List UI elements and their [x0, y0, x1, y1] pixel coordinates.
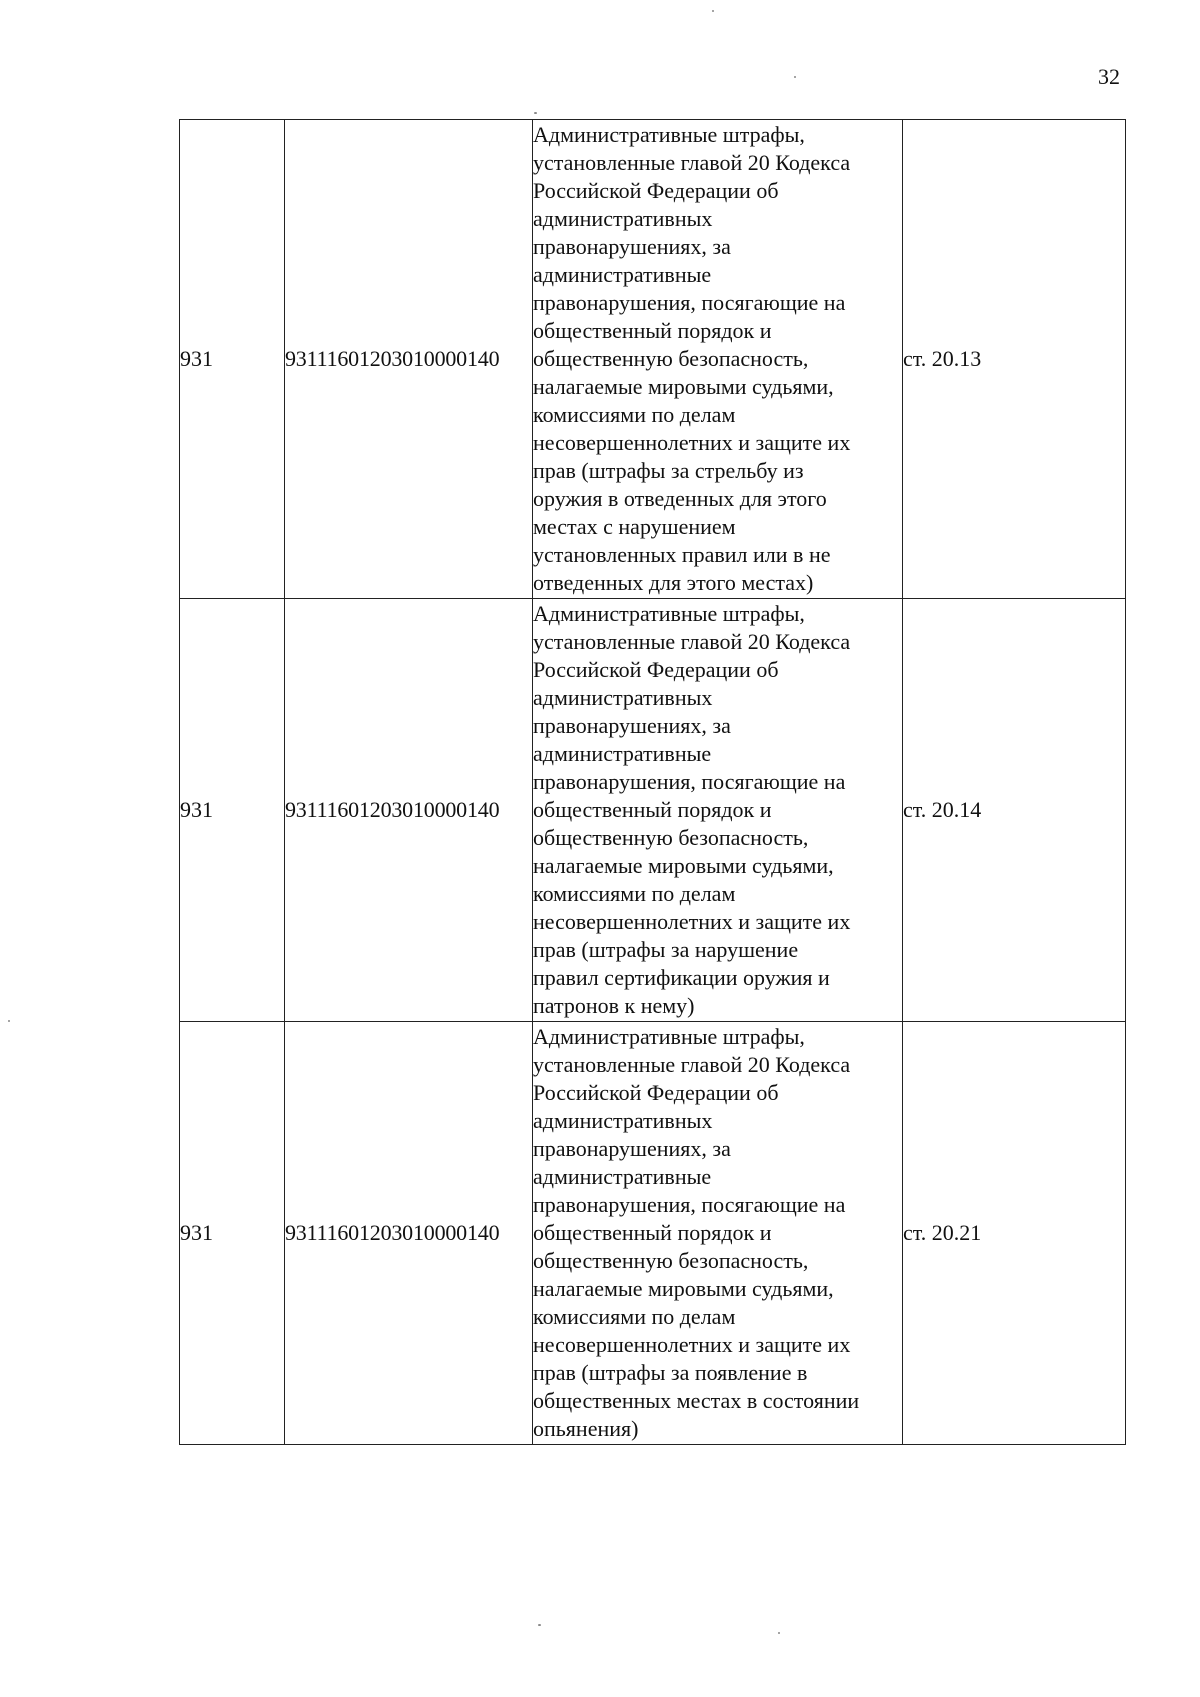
description-line: административных [533, 1108, 713, 1133]
description-cell [533, 120, 903, 599]
description-line: административных [533, 206, 713, 231]
description-line: общественную безопасность, [533, 825, 809, 850]
description-line: прав (штрафы за появление в [533, 1360, 808, 1385]
description-line: установленные главой 20 Кодекса [533, 150, 851, 175]
table-row [180, 120, 1126, 599]
article-cell: ст. 20.21 [903, 1022, 1126, 1445]
description-line: Российской Федерации об [533, 178, 779, 203]
admin-code-cell: 931 [180, 120, 285, 599]
admin-code-cell: 931 [180, 599, 285, 1022]
description-line: местах с нарушением [533, 514, 736, 539]
description-line: правонарушения, посягающие на [533, 1192, 846, 1217]
description-line: патронов к нему) [533, 993, 695, 1018]
description-line: несовершеннолетних и защите их [533, 1332, 851, 1357]
description-line: налагаемые мировыми судьями, [533, 374, 834, 399]
scan-speck [778, 1632, 780, 1634]
description-line: Административные штрафы, [533, 601, 805, 626]
description-line: налагаемые мировыми судьями, [533, 1276, 834, 1301]
scan-speck [8, 1020, 10, 1022]
scan-speck [794, 76, 796, 78]
description-line: установленных правил или в не [533, 542, 831, 567]
description-line: правонарушениях, за [533, 234, 731, 259]
description-line: правонарушениях, за [533, 713, 731, 738]
description-line: Российской Федерации об [533, 1080, 779, 1105]
description-line: несовершеннолетних и защите их [533, 430, 851, 455]
table-row [180, 599, 1126, 1022]
description-line: комиссиями по делам [533, 1304, 736, 1329]
description-line: Административные штрафы, [533, 1024, 805, 1049]
description-line: прав (штрафы за нарушение [533, 937, 799, 962]
description-line: общественных местах в состоянии [533, 1388, 860, 1413]
description-line: общественный порядок и [533, 1220, 772, 1245]
admin-code-cell: 931 [180, 1022, 285, 1445]
description-cell [533, 1022, 903, 1445]
description-line: прав (штрафы за стрельбу из [533, 458, 804, 483]
scan-speck [712, 10, 714, 12]
description-line: установленные главой 20 Кодекса [533, 629, 851, 654]
page-number: 32 [1098, 64, 1120, 89]
description-line: общественную безопасность, [533, 346, 809, 371]
description-line: общественную безопасность, [533, 1248, 809, 1273]
article-cell: ст. 20.13 [903, 120, 1126, 599]
description-line: комиссиями по делам [533, 881, 736, 906]
description-line: налагаемые мировыми судьями, [533, 853, 834, 878]
description-line: общественный порядок и [533, 318, 772, 343]
description-line: оружия в отведенных для этого [533, 486, 827, 511]
description-line: общественный порядок и [533, 797, 772, 822]
kbk-code-cell: 93111601203010000140 [285, 1022, 533, 1445]
description-line: административные [533, 741, 712, 766]
description-line: правонарушениях, за [533, 1136, 731, 1161]
description-line: административные [533, 262, 712, 287]
description-line: опьянения) [533, 1416, 639, 1441]
scan-speck [538, 1624, 541, 1626]
description-line: установленные главой 20 Кодекса [533, 1052, 851, 1077]
description-line: административные [533, 1164, 712, 1189]
description-line: Административные штрафы, [533, 122, 805, 147]
description-line: административных [533, 685, 713, 710]
description-cell [533, 599, 903, 1022]
kbk-code-cell: 93111601203010000140 [285, 599, 533, 1022]
description-line: правонарушения, посягающие на [533, 290, 846, 315]
article-cell: ст. 20.14 [903, 599, 1126, 1022]
description-line: правил сертификации оружия и [533, 965, 830, 990]
kbk-code-cell: 93111601203010000140 [285, 120, 533, 599]
scan-speck [534, 112, 537, 114]
description-line: комиссиями по делам [533, 402, 736, 427]
description-line: Российской Федерации об [533, 657, 779, 682]
description-line: правонарушения, посягающие на [533, 769, 846, 794]
description-line: несовершеннолетних и защите их [533, 909, 851, 934]
description-line: отведенных для этого местах) [533, 570, 814, 595]
table-row [180, 1022, 1126, 1445]
fines-table [179, 119, 1126, 1445]
